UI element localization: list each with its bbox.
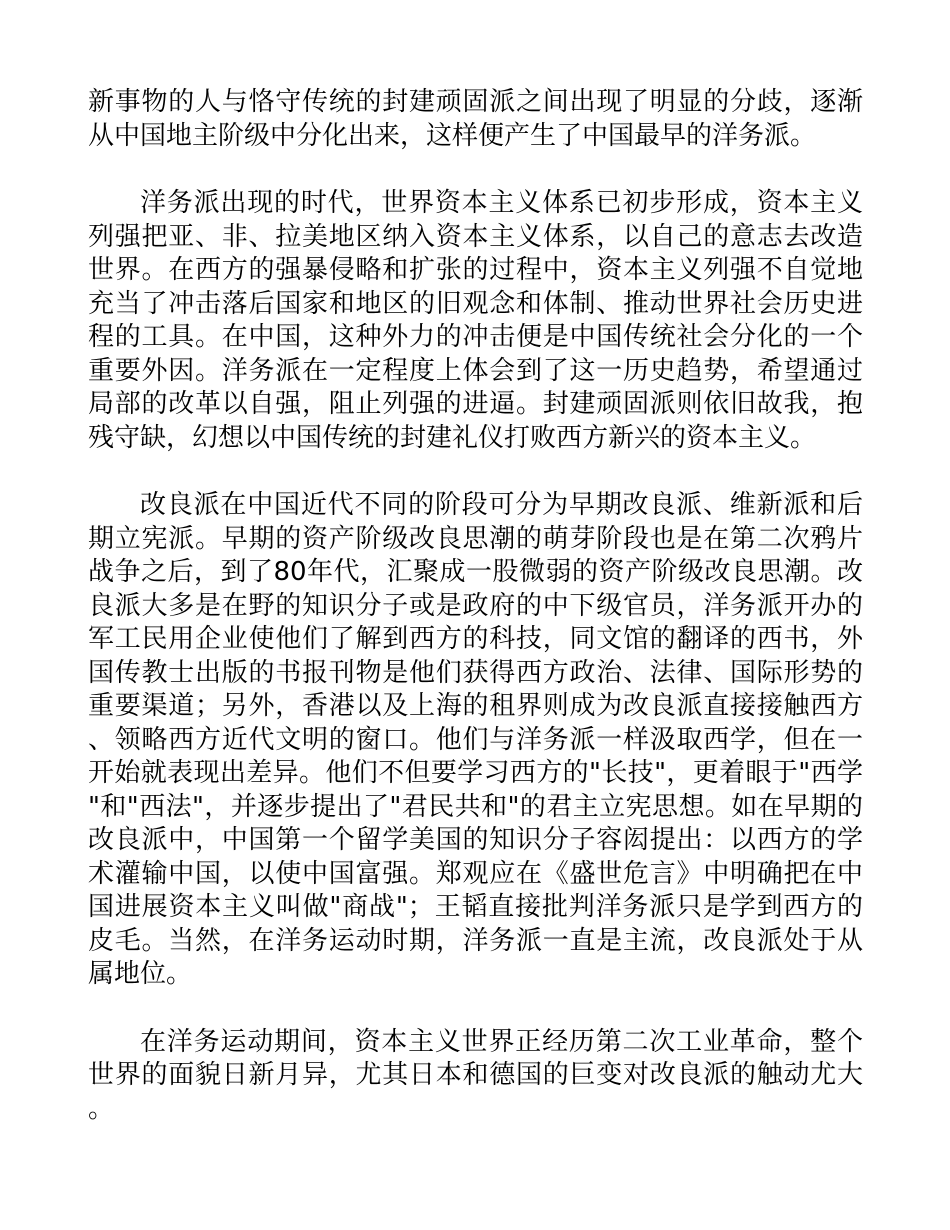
document-page (88, 86, 863, 1160)
paragraph-2: 洋务派出现的时代，世界资本主义体系已初步形成，资本主义列强把亚、非、拉美地区纳入资本主义体系，以自己的意志去改造世界。在西方的强暴侵略和扩张的过程中，资本主义列强不自觉地充当了冲击落后国家和地区的旧观念和体制、推动世界社会历史进程的工具。在中国，这种外力的冲击便是中国传统社会分化的一个重要外因。洋务派在一定程度上体会到了这一历史趋势，希望通过局部的改革以自强，阻止列强的进逼。封建顽固派则依旧故我，抱残守缺，幻想以中国传统的封建礼仪打败西方新兴的资本主义。 (88, 188, 863, 453)
paragraph-1: 新事物的人与恪守传统的封建顽固派之间出现了明显的分歧，逐渐从中国地主阶级中分化出来，这样便产生了中国最早的洋务派。 (88, 87, 863, 151)
paragraph-4: 在洋务运动期间，资本主义世界正经历第二次工业革命，整个世界的面貌日新月异，尤其日本和德国的巨变对改良派的触动尤大。 (88, 1026, 863, 1124)
paragraph-3: 改良派在中国近代不同的阶段可分为早期改良派、维新派和后期立宪派。早期的资产阶级改良思潮的萌芽阶段也是在第二次鸦片战争之后，到了80年代，汇聚成一股微弱的资产阶级改良思潮。改良派大多是在野的知识分子或是政府的中下级官员，洋务派开办的军工民用企业使他们了解到西方的科技，同文馆的翻译的西书，外国传教士出版的书报刊物是他们获得西方政治、法律、国际形势的重要渠道；另外，香港以及上海的租界则成为改良派直接接触西方、领略西方近代文明的窗口。他们与洋务派一样汲取西学，但在一开始就表现出差异。他们不但要学习西方的"长技"，更着眼于"西学"和"西法"，并逐步提出了"君民共和"的君主立宪思想。如在早期的改良派中，中国第一个留学美国的知识分子容闳提出：以西方的学术灌输中国，以使中国富强。郑观应在《盛世危言》中明确把在中国进展资本主义叫做"商战"；王韬直接批判洋务派只是学到西方的皮毛。当然，在洋务运动时期，洋务派一直是主流，改良派处于从属地位。 (88, 490, 863, 989)
